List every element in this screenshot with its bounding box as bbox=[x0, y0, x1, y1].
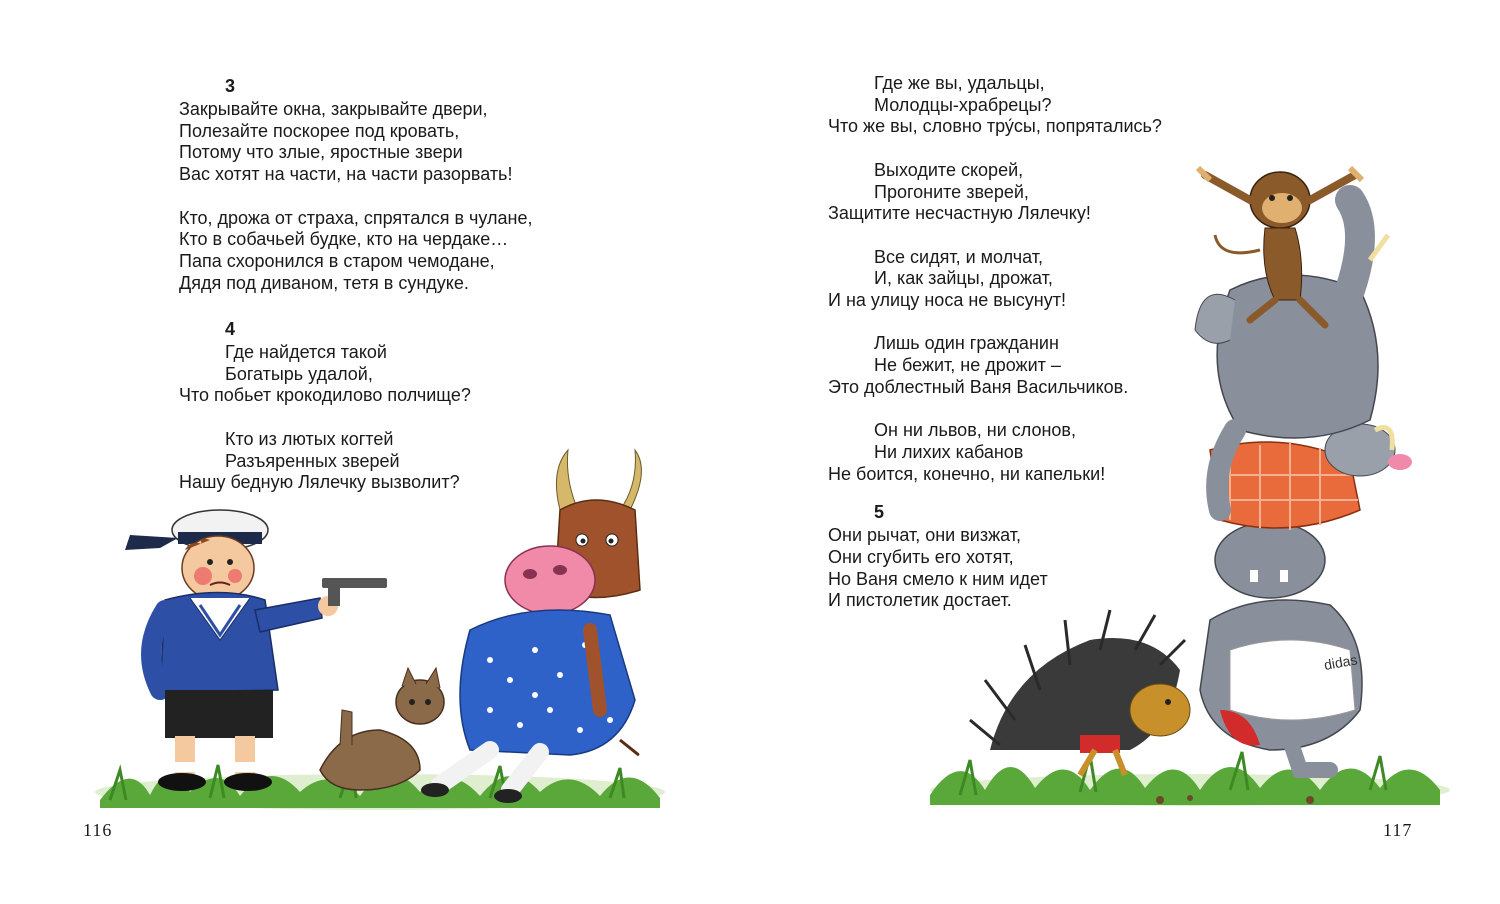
poem-line: Не боится, конечно, ни капельки! bbox=[828, 463, 1106, 484]
cat-figure bbox=[320, 668, 444, 790]
poem-line: Богатырь удалой, bbox=[225, 363, 373, 384]
page-number: 117 bbox=[1383, 820, 1413, 840]
poem-line: И пистолетик достает. bbox=[828, 590, 1012, 611]
stanza bbox=[828, 73, 1162, 138]
poem-line: Защитите несчастную Лялечку! bbox=[828, 203, 1091, 224]
poem-line: Все сидят, и молчат, bbox=[874, 246, 1043, 267]
poem-line: Ни лихих кабанов bbox=[874, 441, 1024, 462]
poem-line: Папа схоронился в старом чемодане, bbox=[179, 250, 495, 271]
poem-line: Где же вы, удальцы, bbox=[874, 73, 1045, 93]
shirt-label: didas bbox=[1322, 651, 1359, 673]
grass-right bbox=[930, 752, 1450, 806]
poem-line: Потому что злые, яростные звери bbox=[179, 142, 463, 163]
hippo-figure bbox=[1200, 522, 1362, 770]
illustration-animal-tower bbox=[930, 150, 1470, 815]
left-poem bbox=[179, 73, 532, 494]
cow-figure bbox=[421, 450, 641, 803]
poem-line: Но Ваня смело к ним идет bbox=[828, 568, 1048, 589]
stanza bbox=[179, 342, 532, 407]
section-number: 3 bbox=[225, 76, 236, 96]
poem-line: Что же вы, словно тру́сы, попрятались? bbox=[828, 116, 1162, 137]
illustration-boy-cow-cat bbox=[90, 440, 670, 830]
poem-line: Они сгубить его хотят, bbox=[828, 547, 1014, 567]
poem-line: Закрывайте окна, закрывайте двери, bbox=[179, 99, 488, 119]
poem-line: Что побьет крокодилово полчище? bbox=[179, 385, 471, 406]
poem-line: Это доблестный Ваня Васильчиков. bbox=[828, 376, 1129, 397]
poem-line: Выходите скорей, bbox=[874, 159, 1024, 180]
poem-line: Кто в собачьей будке, кто на чердаке… bbox=[179, 229, 509, 250]
poem-line: Кто из лютых когтей bbox=[225, 428, 394, 449]
poem-line: Вас хотят на части, на части разорвать! bbox=[179, 164, 513, 185]
poem-line: Где найдется такой bbox=[225, 342, 387, 362]
poem-line: И, как зайцы, дрожат, bbox=[874, 268, 1053, 289]
page-number: 116 bbox=[83, 820, 113, 840]
section-number: 5 bbox=[874, 502, 885, 523]
poem-line: Молодцы-храбрецы? bbox=[874, 94, 1052, 115]
poem-line: Прогоните зверей, bbox=[874, 181, 1029, 202]
poem-line: Нашу бедную Лялечку вызволит? bbox=[179, 472, 460, 493]
poem-line: Они рычат, они визжат, bbox=[828, 525, 1021, 546]
poem-line: Разъяренных зверей bbox=[225, 450, 400, 471]
poem-line: И на улицу носа не высунут! bbox=[828, 290, 1066, 310]
section-number: 4 bbox=[225, 319, 236, 339]
stanza bbox=[179, 208, 532, 295]
poem-line: Кто, дрожа от страха, спрятался в чулане, bbox=[179, 207, 533, 228]
poem-line: Он ни львов, ни слонов, bbox=[874, 420, 1076, 441]
poem-line: Лишь один гражданин bbox=[874, 333, 1059, 354]
poem-line: Не бежит, не дрожит – bbox=[874, 355, 1061, 376]
poem-line: Дядя под диваном, тетя в сундуке. bbox=[179, 272, 469, 293]
porcupine-figure bbox=[970, 610, 1190, 775]
stanza bbox=[179, 99, 532, 186]
poem-line: Полезайте поскорее под кровать, bbox=[179, 120, 460, 141]
